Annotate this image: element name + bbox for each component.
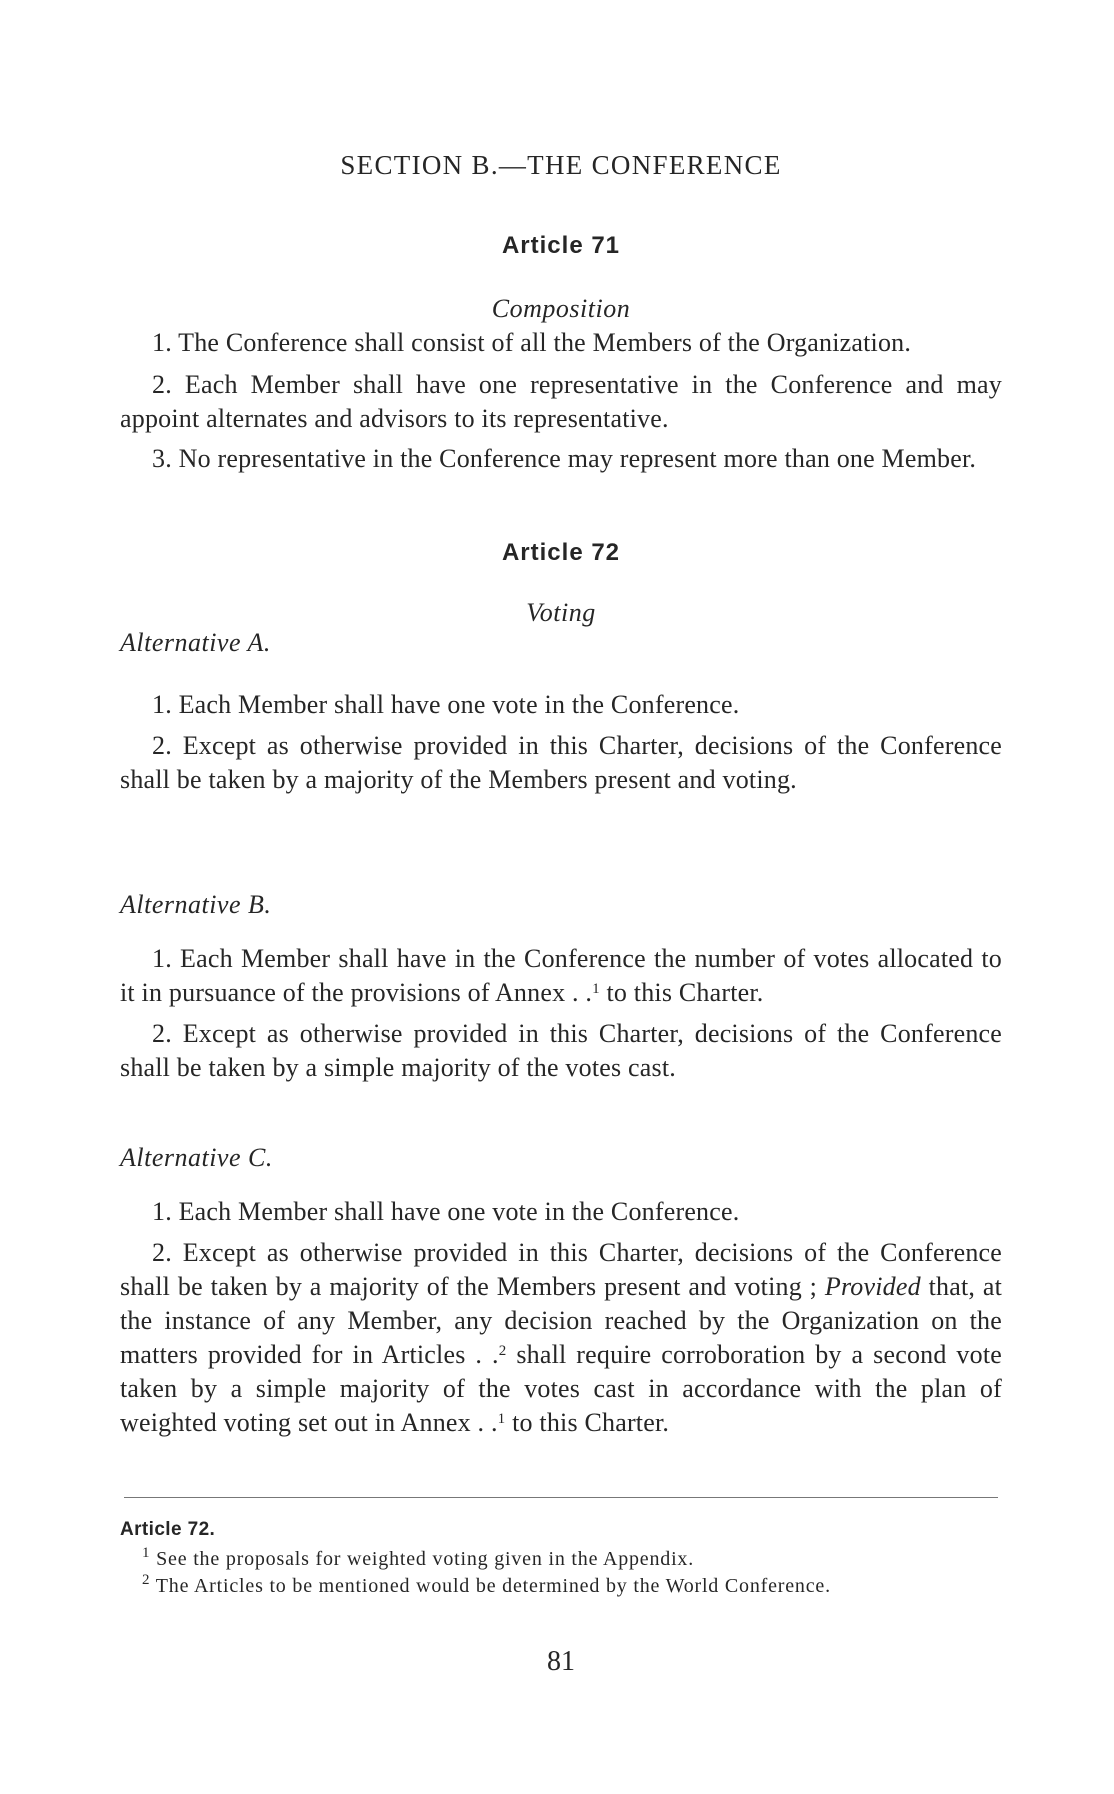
footnote-ref-2: 2: [498, 1343, 507, 1359]
alternative-b-paragraph-1-text: 1. Each Member shall have in the Conference the number of votes allocated to it in pursuance of the provisions of Annex . .: [120, 944, 1002, 1007]
alternative-c-paragraph-2-text-c: shall require corroboration by a second vote taken by a simple majority of the votes cast in accordance with the plan of weighted voting set out in Annex . .: [120, 1340, 1002, 1437]
article-71-heading: Article 71: [501, 232, 621, 259]
article-72-heading: Article 72: [501, 539, 621, 566]
footnote-2: [120, 1572, 1002, 1598]
alternative-b-paragraph-1-end: to this Charter.: [599, 978, 764, 1007]
article-71-paragraph-3: 3. No representative in the Conference may represent more than one Member.: [152, 444, 977, 473]
section-title: SECTION B.—THE CONFERENCE: [340, 150, 782, 180]
footnote-2-marker: 2: [142, 1572, 151, 1588]
article-72-subtitle: Voting: [526, 598, 596, 627]
alternative-b-label: Alternative B.: [120, 890, 272, 919]
alternative-c-paragraph-2-text-b: that, at the instance of any Member, any decision reached by the Organization on the matters provided for in Articles . .: [120, 1272, 1002, 1369]
article-71-paragraph-2: 2. Each Member shall have one representative in the Conference and may appoint alternates and advisors to its representative.: [120, 370, 1002, 433]
article-71-paragraph-1: 1. The Conference shall consist of all the Members of the Organization.: [152, 328, 912, 357]
footnote-2-text: The Articles to be mentioned would be determined by the World Conference.: [150, 1575, 831, 1597]
page-number: 81: [547, 1646, 575, 1677]
footnote-heading: Article 72.: [120, 1519, 216, 1540]
footnote-1-marker: 1: [142, 1545, 151, 1561]
alternative-b-paragraph-1: [120, 942, 1002, 1010]
alternative-a-paragraph-2: 2. Except as otherwise provided in this Charter, decisions of the Conference shall be taken by a majority of the Members present and voting.: [120, 731, 1002, 794]
footnote-divider: [124, 1497, 998, 1498]
alternative-c-paragraph-1: 1. Each Member shall have one vote in the Conference.: [152, 1197, 740, 1226]
alternative-c-paragraph-2-text-d: to this Charter.: [505, 1408, 670, 1437]
article-71-subtitle: Composition: [491, 294, 631, 323]
provided-emphasis: Provided: [824, 1272, 921, 1301]
alternative-a-paragraph-1: 1. Each Member shall have one vote in the Conference.: [152, 690, 740, 719]
alternative-a-label: Alternative A.: [120, 628, 271, 657]
alternative-c-paragraph-2: [120, 1236, 1002, 1440]
alternative-c-label: Alternative C.: [120, 1143, 273, 1172]
footnote-1: [120, 1545, 1002, 1571]
footnote-ref-1: 1: [592, 981, 600, 997]
alternative-b-paragraph-2: 2. Except as otherwise provided in this Charter, decisions of the Conference shall be taken by a simple majority of the votes cast.: [120, 1019, 1002, 1082]
footnote-ref-1: 1: [497, 1411, 506, 1427]
footnote-1-text: See the proposals for weighted voting given in the Appendix.: [150, 1548, 695, 1570]
alternative-c-paragraph-2-text-a: 2. Except as otherwise provided in this Charter, decisions of the Conference shall be taken by a majority of the Members present and voting ;: [120, 1238, 1002, 1301]
